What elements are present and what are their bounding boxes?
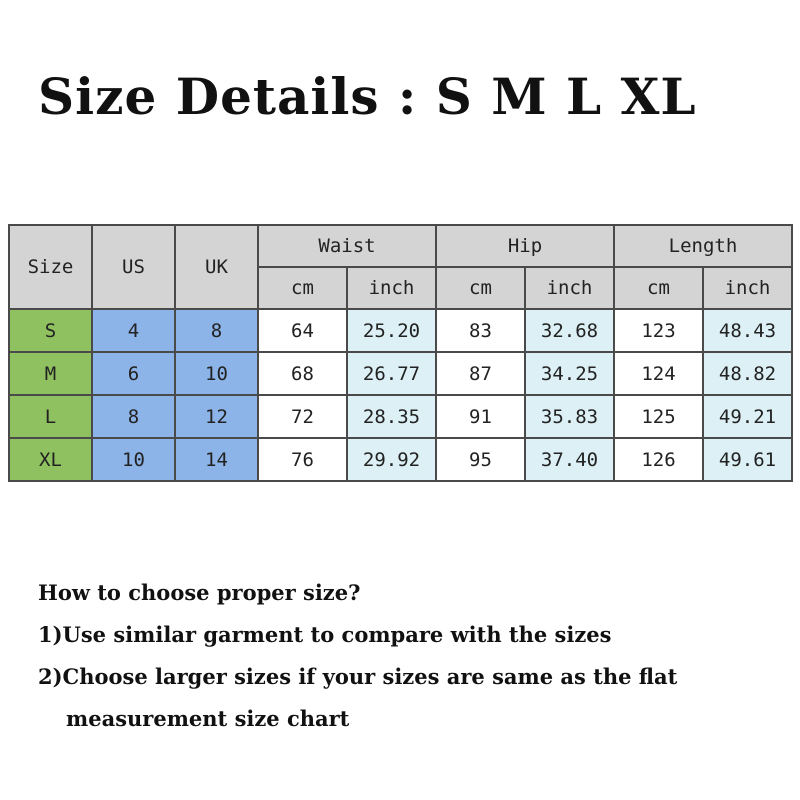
table-row <box>9 438 792 481</box>
subheader-waist-inch: inch <box>347 267 436 309</box>
cell-length-cm: 123 <box>614 309 703 352</box>
subheader-length-inch: inch <box>703 267 792 309</box>
cell-waist-cm: 68 <box>258 352 347 395</box>
cell-hip-inch: 35.83 <box>525 395 614 438</box>
cell-waist-cm: 76 <box>258 438 347 481</box>
header-hip: Hip <box>436 225 614 267</box>
subheader-hip-cm: cm <box>436 267 525 309</box>
cell-length-cm: 124 <box>614 352 703 395</box>
subheader-waist-cm: cm <box>258 267 347 309</box>
header-us: US <box>92 225 175 309</box>
cell-us: 6 <box>92 352 175 395</box>
table-row <box>9 395 792 438</box>
cell-length-inch: 48.43 <box>703 309 792 352</box>
header-size: Size <box>9 225 92 309</box>
cell-length-inch: 49.61 <box>703 438 792 481</box>
table-row <box>9 352 792 395</box>
cell-waist-cm: 64 <box>258 309 347 352</box>
cell-size: L <box>9 395 92 438</box>
cell-length-cm: 126 <box>614 438 703 481</box>
page-title: Size Details : S M L XL <box>38 67 697 126</box>
cell-length-inch: 49.21 <box>703 395 792 438</box>
cell-uk: 8 <box>175 309 258 352</box>
size-guide-notes <box>38 572 788 740</box>
notes-line-1: 1)Use similar garment to compare with the sizes <box>38 622 612 647</box>
cell-hip-inch: 32.68 <box>525 309 614 352</box>
header-length: Length <box>614 225 792 267</box>
size-table <box>8 224 793 482</box>
cell-waist-inch: 29.92 <box>347 438 436 481</box>
cell-us: 10 <box>92 438 175 481</box>
subheader-length-cm: cm <box>614 267 703 309</box>
cell-hip-inch: 37.40 <box>525 438 614 481</box>
cell-uk: 14 <box>175 438 258 481</box>
cell-length-inch: 48.82 <box>703 352 792 395</box>
cell-hip-cm: 95 <box>436 438 525 481</box>
cell-length-cm: 125 <box>614 395 703 438</box>
notes-line-2: 2)Choose larger sizes if your sizes are same as the flat <box>38 664 678 689</box>
notes-heading: How to choose proper size? <box>38 580 361 605</box>
cell-us: 4 <box>92 309 175 352</box>
cell-us: 8 <box>92 395 175 438</box>
cell-hip-cm: 91 <box>436 395 525 438</box>
cell-waist-inch: 25.20 <box>347 309 436 352</box>
notes-line-2-continued: measurement size chart <box>66 706 350 731</box>
cell-size: M <box>9 352 92 395</box>
cell-uk: 10 <box>175 352 258 395</box>
cell-waist-inch: 28.35 <box>347 395 436 438</box>
cell-waist-cm: 72 <box>258 395 347 438</box>
cell-hip-cm: 83 <box>436 309 525 352</box>
cell-uk: 12 <box>175 395 258 438</box>
cell-hip-inch: 34.25 <box>525 352 614 395</box>
cell-hip-cm: 87 <box>436 352 525 395</box>
cell-size: S <box>9 309 92 352</box>
header-waist: Waist <box>258 225 436 267</box>
subheader-hip-inch: inch <box>525 267 614 309</box>
header-uk: UK <box>175 225 258 309</box>
table-row <box>9 309 792 352</box>
cell-size: XL <box>9 438 92 481</box>
cell-waist-inch: 26.77 <box>347 352 436 395</box>
